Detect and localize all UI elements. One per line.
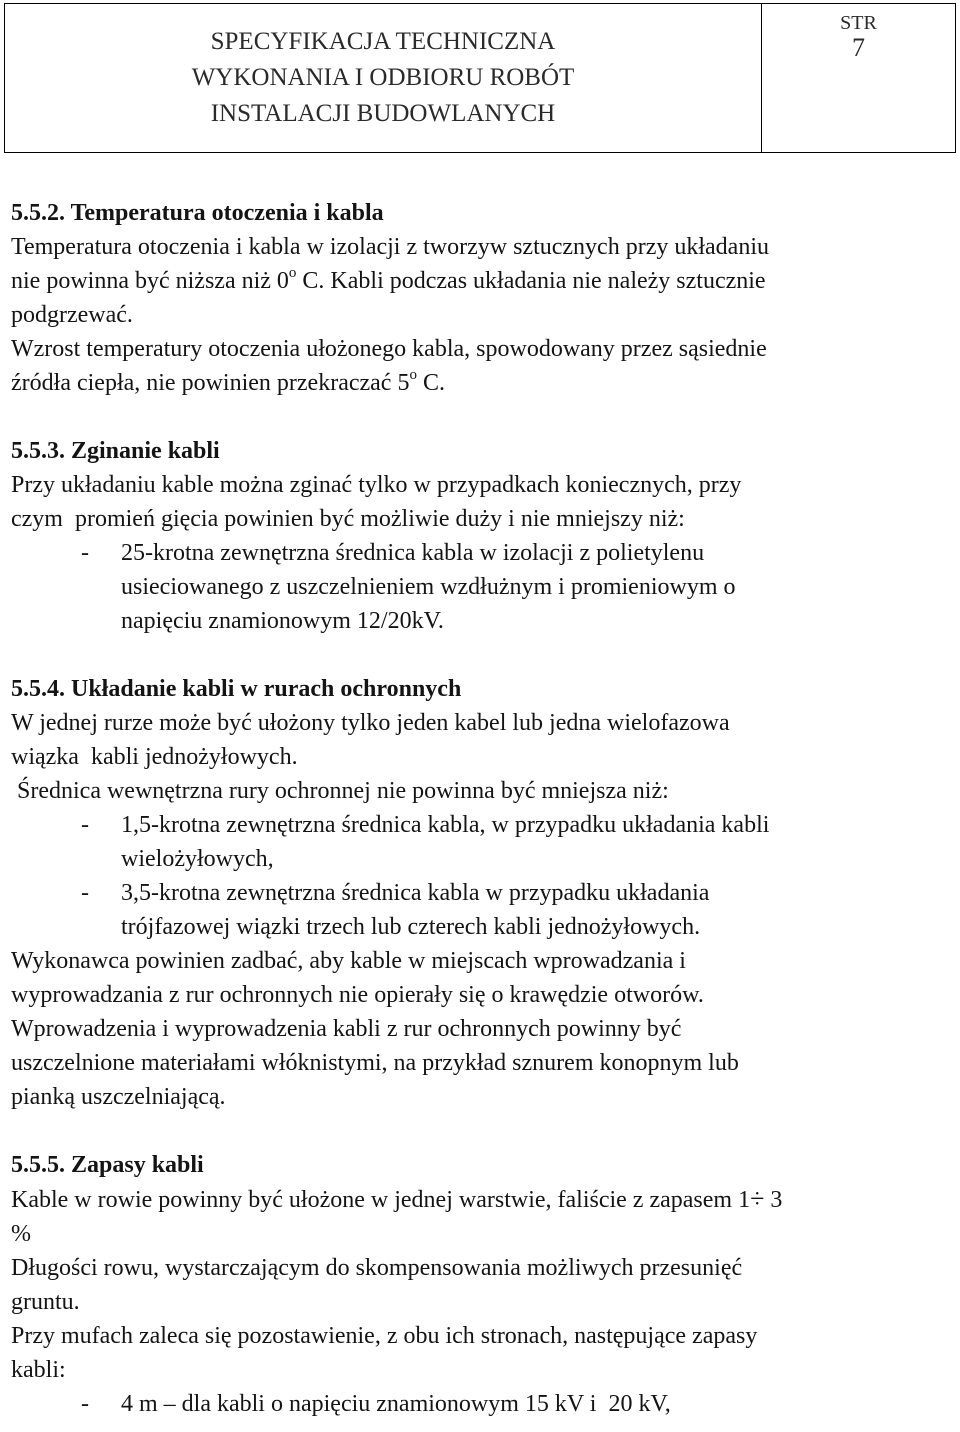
list-item-line: 1,5-krotna zewnętrzna średnica kabla, w przypadku układania kabli (121, 812, 770, 838)
text-fragment: C. Kabli podczas układania nie należy sztucznie (296, 268, 766, 294)
header-title-line: INSTALACJI BUDOWLANYCH (210, 100, 556, 127)
section-5-5-3 (11, 434, 951, 638)
bullet-dash: - (81, 540, 89, 566)
page-label: STR (840, 12, 877, 34)
text-line: Przy układaniu kable można zginać tylko w przypadkach koniecznych, przy (11, 472, 742, 498)
document-header (4, 3, 956, 153)
text-fragment: Kable w rowie powinny być ułożone w jednej warstwie, faliście z zapasem 1 (11, 1187, 751, 1213)
text-line: podgrzewać. (11, 302, 133, 328)
text-line (11, 366, 951, 400)
list-item-line: wielożyłowych, (121, 846, 274, 872)
header-title-line: WYKONANIA I ODBIORU ROBÓT (191, 64, 575, 91)
section-5-5-4 (11, 672, 951, 1114)
document-body (11, 196, 951, 1421)
text-line: W jednej rurze może być ułożony tylko jeden kabel lub jedna wielofazowa (11, 710, 730, 736)
bullet-dash: - (81, 880, 89, 906)
text-line: Wzrost temperatury otoczenia ułożonego kabla, spowodowany przez sąsiednie (11, 336, 767, 362)
degree-superscript: o (409, 367, 417, 383)
list-item-line: 4 m – dla kabli o napięciu znamionowym 15 kV i 20 kV, (121, 1391, 671, 1417)
text-fragment: 3 (764, 1187, 783, 1213)
text-fragment: nie powinna być niższa niż 0 (11, 268, 289, 294)
list-item (11, 536, 951, 638)
text-line: pianką uszczelniającą. (11, 1084, 226, 1110)
section-heading: 5.5.2. Temperatura otoczenia i kabla (11, 200, 384, 226)
division-symbol: ÷ (750, 1184, 765, 1213)
text-line: wiązka kabli jednożyłowych. (11, 744, 298, 770)
text-line: Wykonawca powinien zadbać, aby kable w miejscach wprowadzania i (11, 948, 686, 974)
text-line: czym promień gięcia powinien być możliwie duży i nie mniejszy niż: (11, 506, 685, 532)
section-5-5-5 (11, 1148, 951, 1421)
list-item-line: 3,5-krotna zewnętrzna średnica kabla w przypadku układania (121, 880, 710, 906)
section-heading: 5.5.4. Układanie kabli w rurach ochronnych (11, 676, 462, 702)
page-number: 7 (852, 33, 865, 62)
text-line: kabli: (11, 1357, 66, 1383)
text-line (11, 264, 951, 298)
header-title (5, 4, 762, 152)
text-line (11, 1182, 951, 1217)
text-line: % (11, 1221, 31, 1247)
list-item-line: napięciu znamionowym 12/20kV. (121, 608, 444, 634)
text-fragment: C. (416, 370, 445, 396)
spacer (11, 1114, 951, 1148)
bullet-dash: - (81, 812, 89, 838)
text-line: Wprowadzenia i wyprowadzenia kabli z rur ochronnych powinny być (11, 1016, 682, 1042)
degree-superscript: o (288, 265, 297, 281)
text-line: wyprowadzania z rur ochronnych nie opierały się o krawędzie otworów. (11, 982, 704, 1008)
list-item-line: 25-krotna zewnętrzna średnica kabla w izolacji z polietylenu (121, 540, 705, 566)
text-line: uszczelnione materiałami włóknistymi, na przykład sznurem konopnym lub (11, 1050, 739, 1076)
list-item (11, 1387, 951, 1421)
text-line: Przy mufach zaleca się pozostawienie, z obu ich stronach, następujące zapasy (11, 1323, 758, 1349)
section-heading: 5.5.3. Zginanie kabli (11, 438, 220, 464)
page-number-box (762, 4, 955, 152)
text-line: gruntu. (11, 1289, 80, 1315)
spacer (11, 638, 951, 672)
bullet-dash: - (81, 1391, 89, 1417)
spacer (11, 400, 951, 434)
header-title-line: SPECYFIKACJA TECHNICZNA (210, 28, 556, 55)
list-item-line: usieciowanego z uszczelnieniem wzdłużnym i promieniowym o (121, 574, 736, 600)
list-item (11, 876, 951, 944)
text-line: Średnica wewnętrzna rury ochronnej nie powinna być mniejsza niż: (11, 778, 669, 804)
text-fragment: źródła ciepła, nie powinien przekraczać 5 (11, 370, 410, 396)
text-line: Temperatura otoczenia i kabla w izolacji z tworzyw sztucznych przy układaniu (11, 234, 769, 260)
list-item (11, 808, 951, 876)
section-heading: 5.5.5. Zapasy kabli (11, 1152, 204, 1178)
section-5-5-2 (11, 196, 951, 400)
text-line: Długości rowu, wystarczającym do skompensowania możliwych przesunięć (11, 1255, 743, 1281)
list-item-line: trójfazowej wiązki trzech lub czterech kabli jednożyłowych. (121, 914, 701, 940)
